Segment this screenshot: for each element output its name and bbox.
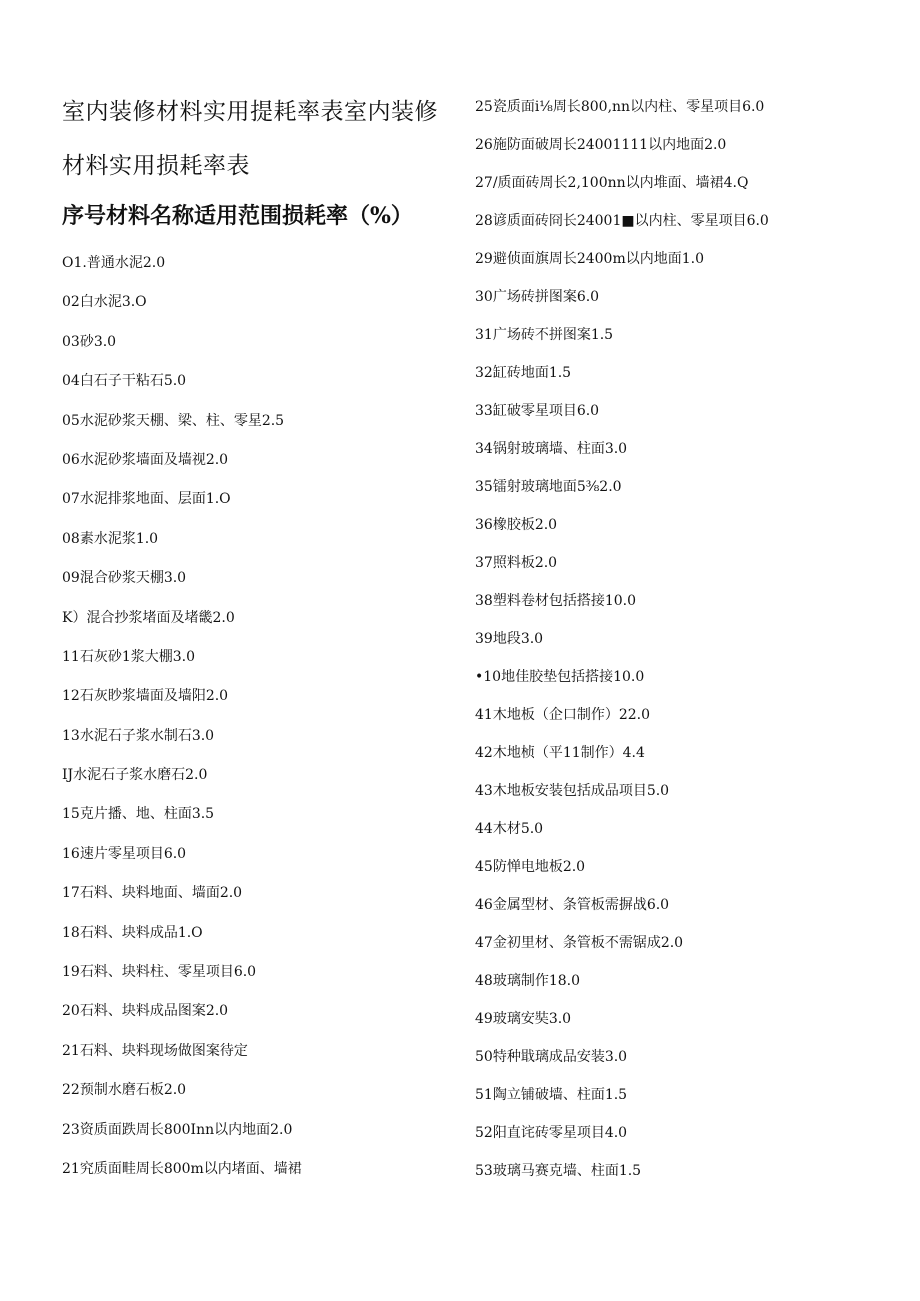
- list-item: 44木材5.0: [475, 821, 544, 837]
- list-item: 12石灰眇浆墙面及墙阳2.0: [62, 688, 229, 705]
- list-item: 33缸破零星项目6.0: [475, 403, 600, 419]
- list-item: 21石料、块料现场做图案待定: [62, 1042, 248, 1059]
- list-item: 04白石子干粘石5.0: [62, 373, 187, 390]
- list-item: 05水泥砂浆天棚、梁、柱、零星2.5: [62, 412, 285, 429]
- list-item: 02白水泥3.O: [62, 294, 147, 311]
- left-column-list: [62, 253, 302, 1198]
- list-item: 42木地桢（平11制作）4.4: [475, 745, 645, 761]
- list-item: 46金属型材、条管板需摒战6.0: [475, 897, 670, 913]
- list-item: 48玻璃制作18.0: [475, 973, 580, 989]
- list-item: 49玻璃安奘3.0: [475, 1011, 572, 1027]
- list-item: 25瓷质面i⅛周长800,nn以内柱、零星项目6.0: [475, 99, 765, 115]
- list-item: 41木地板（企口制作）22.0: [475, 707, 650, 723]
- list-item: 45防惮电地板2.0: [475, 859, 586, 875]
- list-item: •10地佳胶垫包括搭接10.0: [475, 669, 645, 685]
- list-item: 31广场砖不拼图案1.5: [475, 327, 614, 343]
- list-item: 08素水泥浆1.0: [62, 530, 159, 547]
- list-item: 09混合砂浆天棚3.0: [62, 570, 187, 587]
- list-item: 50特种戢璃成品安装3.0: [475, 1049, 628, 1065]
- list-item: 20石料、块料成品图案2.0: [62, 1003, 229, 1020]
- list-item: 17石料、块料地面、墙面2.0: [62, 885, 243, 902]
- list-item: 43木地板安装包括成品项目5.0: [475, 783, 670, 799]
- list-item: 21究质面畦周长800m以内堵面、墙裙: [62, 1160, 302, 1177]
- list-item: 53玻璃马赛克墙、柱面1.5: [475, 1163, 642, 1179]
- list-item: 26施防面破周长24001111以内地面2.0: [475, 137, 727, 153]
- list-item: 39地段3.0: [475, 631, 544, 647]
- list-item: 37照料板2.0: [475, 555, 558, 571]
- list-item: 16速片零星项目6.0: [62, 845, 187, 862]
- list-item: 35镭射玻璃地面5⅜2.0: [475, 479, 622, 495]
- right-column-list: [475, 97, 769, 1199]
- list-item: IJ水泥石子浆水磨石2.0: [62, 767, 208, 784]
- list-item: 32缸砖地面1.5: [475, 365, 572, 381]
- list-item: 52阳直诧砖零星项目4.0: [475, 1125, 628, 1141]
- list-item: 15克片播、地、柱面3.5: [62, 806, 215, 823]
- list-item: 30广场砖拼图案6.0: [475, 289, 600, 305]
- list-item: 22预制水磨石板2.0: [62, 1082, 187, 1099]
- list-item: 11石灰砂1浆大棚3.0: [62, 648, 195, 665]
- list-item: 23资质面跌周长800Inn以内地面2.0: [62, 1121, 293, 1138]
- document-title-line-2: 材料实用损耗率表: [62, 153, 250, 179]
- list-item: 28谚质面砖冏长24001■以内柱、零星项目6.0: [475, 213, 769, 229]
- list-item: O1.普通水泥2.0: [62, 255, 166, 271]
- list-item: 19石料、块料柱、零星项目6.0: [62, 964, 257, 981]
- list-item: 34锅射玻璃墙、柱面3.0: [475, 441, 628, 457]
- list-item: 07水泥排浆地面、层面1.O: [62, 491, 231, 508]
- list-item: 27/质面砖周长2,100nn以内堆面、墙裙4.Q: [475, 175, 749, 191]
- list-item: K）混合抄浆堵面及堵畿2.0: [62, 609, 235, 626]
- list-item: 13水泥石子浆水制石3.0: [62, 727, 215, 744]
- list-item: 29避侦面旗周长2400m以内地面1.0: [475, 251, 704, 267]
- list-item: 38塑料卷材包括搭接10.0: [475, 593, 636, 609]
- list-item: 51陶立铺破墙、柱面1.5: [475, 1087, 628, 1103]
- document-title-line-1: 室内装修材料实用提耗率表室内装修: [62, 99, 438, 125]
- list-item: 47金初里材、条管板不需锯成2.0: [475, 935, 684, 951]
- list-item: 18石料、块料成品1.O: [62, 924, 203, 941]
- list-item: 06水泥砂浆墙面及墙视2.0: [62, 451, 229, 468]
- list-item: 03砂3.0: [62, 333, 117, 350]
- table-header: 序号材料名称适用范围损耗率（%）: [62, 203, 413, 229]
- list-item: 36橡胶板2.0: [475, 517, 558, 533]
